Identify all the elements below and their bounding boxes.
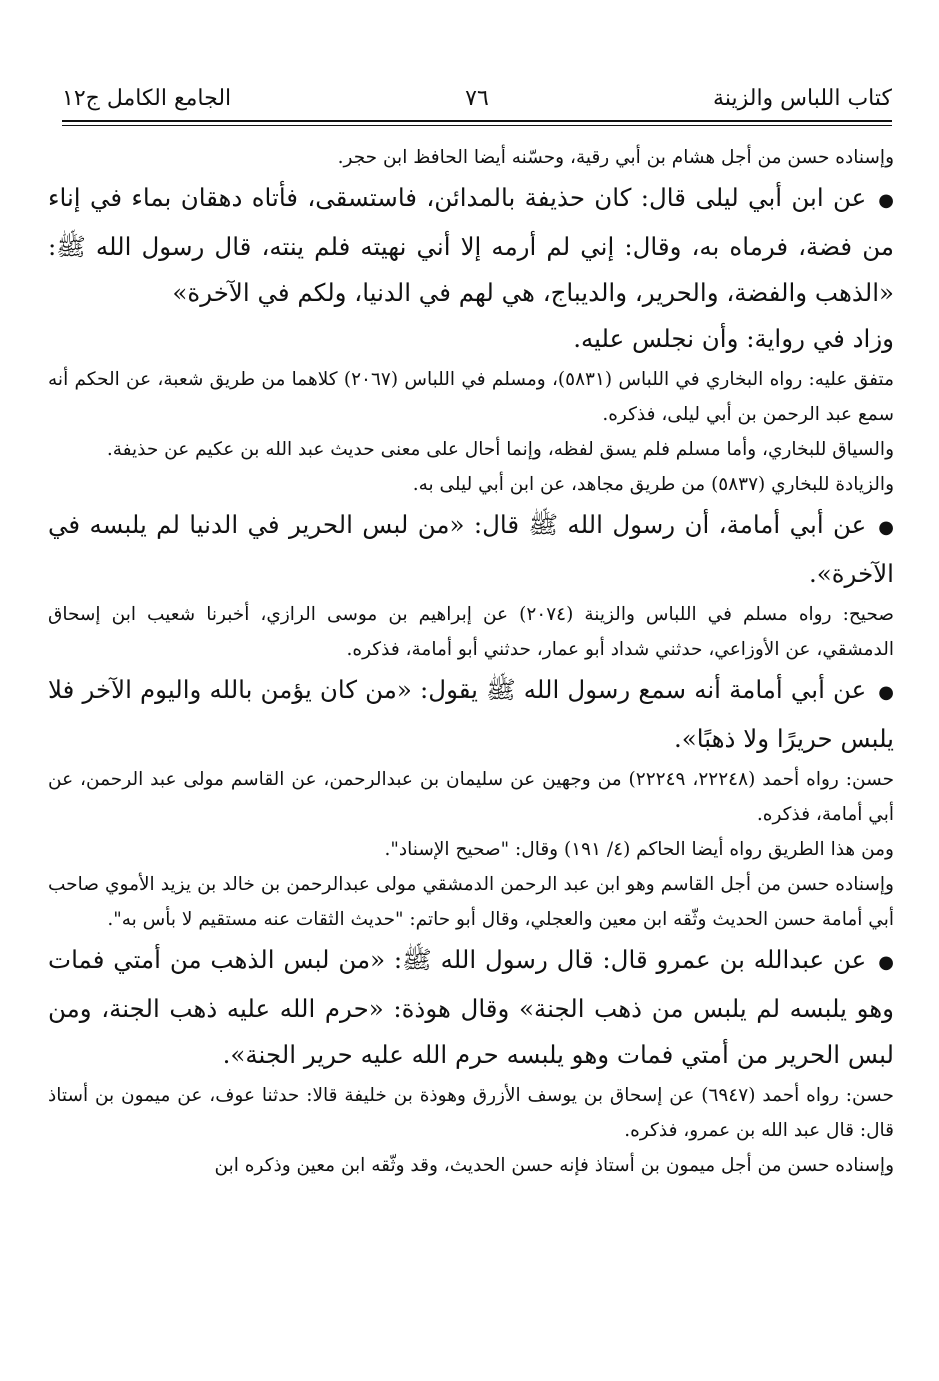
- commentary-paragraph: [48, 597, 894, 667]
- hadith-paragraph: [48, 316, 894, 362]
- bullet-icon: ●: [878, 952, 894, 973]
- commentary-paragraph: [48, 832, 894, 867]
- commentary-paragraph: [48, 362, 894, 432]
- book-title: الجامع الكامل ج١٢: [62, 86, 232, 111]
- paragraph-text: حسن: رواه أحمد (٦٩٤٧) عن إسحاق بن يوسف الأزرق وهوذة بن خليفة قالا: حدثنا عوف، عن ميمون بن أستاذ قال: قال عبد الله بن عمرو، فذكره.: [48, 1085, 894, 1141]
- commentary-paragraph: [48, 762, 894, 832]
- paragraph-text: عن ابن أبي ليلى قال: كان حذيفة بالمدائن، فاستسقى، فأتاه دهقان بماء في إناء من فضة، فرماه به، وقال: إني لم أرمه إلا أني نهيته فلم ينته، قال رسول الله ﷺ: «الذهب والفضة، والحرير، والديباج، هي لهم في الدنيا، ولكم في الآخرة»: [48, 183, 894, 307]
- paragraph-text: عن أبي أمامة، أن رسول الله ﷺ قال: «من لبس الحرير في الدنيا لم يلبسه في الآخرة».: [48, 510, 894, 588]
- commentary-paragraph: [48, 1148, 894, 1183]
- paragraph-text: متفق عليه: رواه البخاري في اللباس (٥٨٣١)، ومسلم في اللباس (٢٠٦٧) كلاهما من طريق شعبة، عن الحكم أنه سمع عبد الرحمن بن أبي ليلى، فذكره.: [48, 369, 895, 425]
- bullet-icon: ●: [878, 517, 894, 538]
- paragraph-text: ومن هذا الطريق رواه أيضا الحاكم (٤/ ١٩١) وقال: "صحيح الإسناد".: [384, 839, 894, 860]
- paragraph-text: والسياق للبخاري، وأما مسلم فلم يسق لفظه، وإنما أحال على معنى حديث عبد الله بن عكيم عن حذيفة.: [106, 439, 894, 460]
- paragraph-text: وإسناده حسن من أجل القاسم وهو ابن عبد الرحمن الدمشقي مولى عبدالرحمن بن خالد بن يزيد الأموي صاحب أبي أمامة حسن الحديث وثّقه ابن معين والعجلي، وقال أبو حاتم: "حديث الثقات عنه مستقيم لا بأس به".: [48, 874, 894, 930]
- paragraph-text: وإسناده حسن من أجل ميمون بن أستاذ فإنه حسن الحديث، وقد وثّقه ابن معين وذكره ابن: [214, 1155, 894, 1176]
- paragraph-text: وزاد في رواية: وأن نجلس عليه.: [573, 324, 894, 353]
- paragraph-text: وإسناده حسن من أجل هشام بن أبي رقية، وحسّنه أيضا الحافظ ابن حجر.: [337, 147, 894, 168]
- paragraph-text: والزيادة للبخاري (٥٨٣٧) من طريق مجاهد، عن ابن أبي ليلى به.: [412, 474, 894, 495]
- hadith-paragraph: [48, 667, 894, 762]
- hadith-paragraph: [48, 175, 894, 316]
- bullet-icon: ●: [878, 682, 894, 703]
- page-body: [48, 140, 894, 1183]
- page-header: [62, 82, 892, 116]
- hadith-paragraph: [48, 937, 894, 1078]
- header-rule-thick: [62, 120, 892, 122]
- commentary-paragraph: [48, 867, 894, 937]
- header-rule-thin: [62, 125, 892, 126]
- paragraph-text: عن عبدالله بن عمرو قال: قال رسول الله ﷺ: «من لبس الذهب من أمتي فمات وهو يلبسه لم يلبس من ذهب الجنة» وقال هوذة: «حرم الله عليه ذهب الجنة، ومن لبس الحرير من أمتي فمات وهو يلبسه حرم الله عليه حرير الجنة».: [48, 945, 894, 1069]
- commentary-paragraph: [48, 467, 894, 502]
- page-number: ٧٦: [465, 86, 489, 111]
- paragraph-text: عن أبي أمامة أنه سمع رسول الله ﷺ يقول: «من كان يؤمن بالله واليوم الآخر فلا يلبس حريرًا ولا ذهبًا».: [48, 675, 894, 753]
- commentary-paragraph: [48, 140, 894, 175]
- bullet-icon: ●: [878, 190, 894, 211]
- commentary-paragraph: [48, 1078, 894, 1148]
- commentary-paragraph: [48, 432, 894, 467]
- paragraph-text: صحيح: رواه مسلم في اللباس والزينة (٢٠٧٤) عن إبراهيم بن موسى الرازي، أخبرنا شعيب ابن إسحاق الدمشقي، عن الأوزاعي، حدثني شداد أبو عمار، حدثني أبو أمامة، فذكره.: [48, 604, 894, 660]
- hadith-paragraph: [48, 502, 894, 597]
- chapter-title: كتاب اللباس والزينة: [713, 86, 892, 111]
- paragraph-text: حسن: رواه أحمد (٢٢٢٤٨، ٢٢٢٤٩) من وجهين عن سليمان بن عبدالرحمن، عن القاسم مولى عبد الرحمن، عن أبي أمامة، فذكره.: [48, 769, 895, 825]
